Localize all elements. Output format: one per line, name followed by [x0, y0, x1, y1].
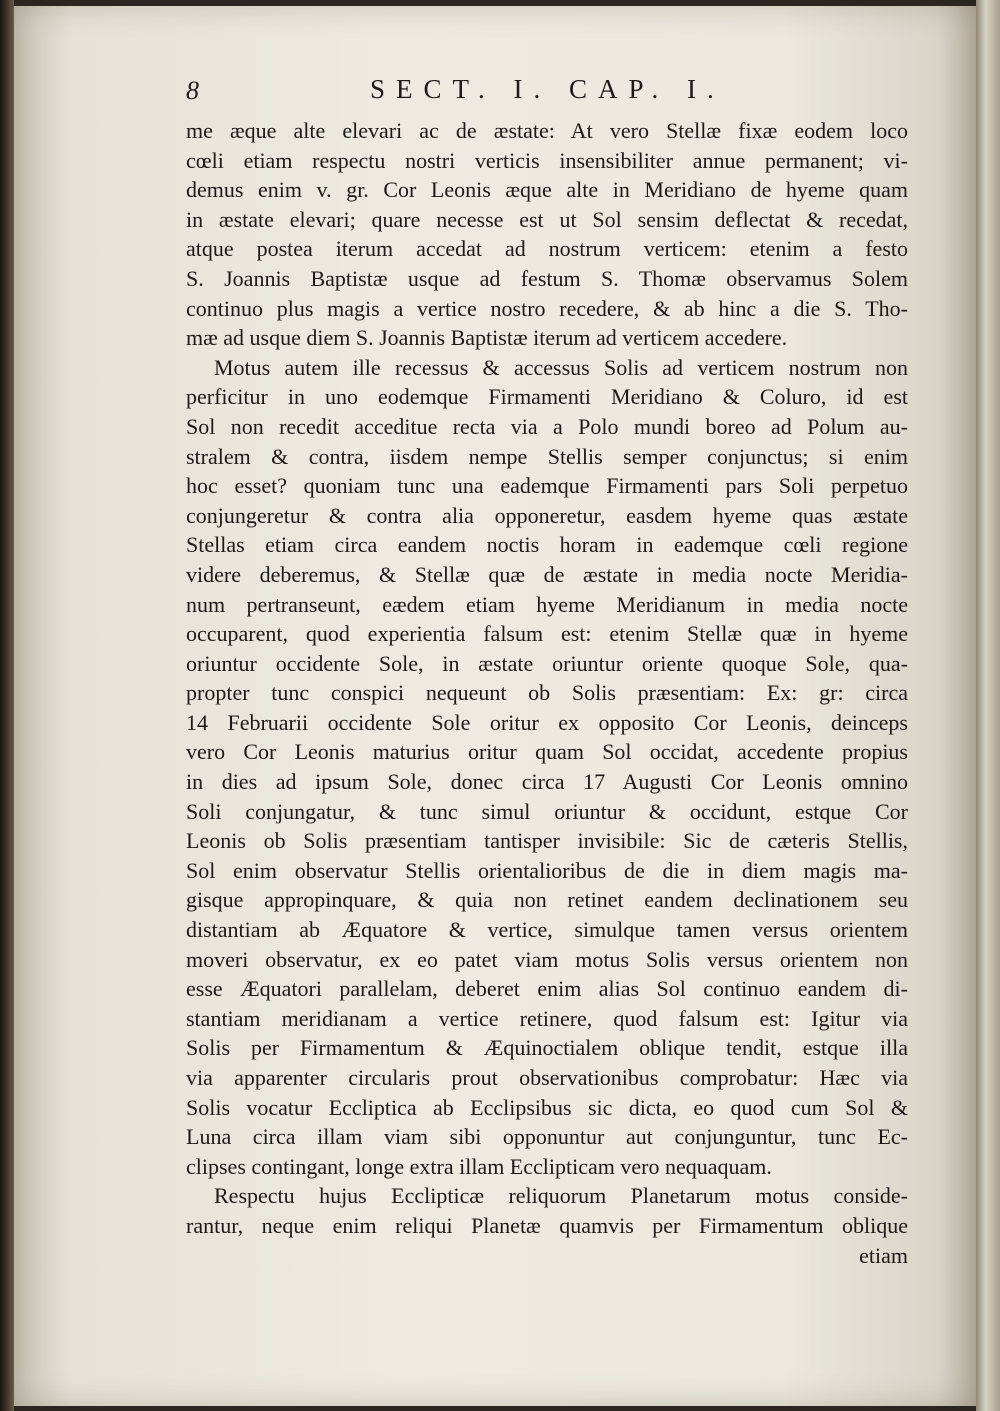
- text-line: Respectu hujus Ecclipticæ reliquorum Planetarum motus conside-: [214, 1183, 908, 1209]
- book-spine: [0, 0, 14, 1411]
- text-line: atque postea iterum accedat ad nostrum verticem: etenim a festo: [186, 236, 908, 262]
- text-line: in dies ad ipsum Sole, donec circa 17 Augusti Cor Leonis omnino: [186, 769, 908, 795]
- text-line: vero Cor Leonis maturius oritur quam Sol occidat, accedente propius: [186, 739, 908, 765]
- catchword: etiam: [859, 1242, 908, 1268]
- text-line: gisque appropinquare, & quia non retinet eandem declinationem seu: [186, 887, 908, 913]
- text-line: stralem & contra, iisdem nempe Stellis semper conjunctus; si enim: [186, 443, 908, 469]
- text-line: 14 Februarii occidente Sole oritur ex opposito Cor Leonis, deinceps: [186, 709, 908, 735]
- text-line: Sol enim observatur Stellis orientalioribus de die in diem magis ma-: [186, 857, 908, 883]
- text-line: mæ ad usque diem S. Joannis Baptistæ iterum ad verticem accedere.: [186, 325, 788, 351]
- page-header: [186, 72, 910, 112]
- text-line: clipses contingant, longe extra illam Ecclipticam vero nequaquam.: [186, 1153, 772, 1179]
- text-line: propter tunc conspici nequeunt ob Solis præsentiam: Ex: gr: circa: [186, 680, 908, 706]
- text-line: Motus autem ille recessus & accessus Solis ad verticem nostrum non: [214, 354, 908, 380]
- text-line: hoc esset? quoniam tunc una eademque Firmamenti pars Soli perpetuo: [186, 473, 908, 499]
- text-line: me æque alte elevari ac de æstate: At vero Stellæ fixæ eodem loco: [186, 118, 908, 143]
- text-line: Soli conjungatur, & tunc simul oriuntur & occidunt, estque Cor: [186, 798, 908, 824]
- text-line: esse Æquatori parallelam, deberet enim alias Sol continuo eandem di-: [186, 976, 908, 1002]
- text-line: Stellas etiam circa eandem noctis horam in eademque cœli regione: [186, 532, 908, 558]
- page-number: 8: [186, 76, 199, 105]
- running-head: SECT. I. CAP. I.: [370, 74, 725, 104]
- page-edge: [976, 0, 1000, 1411]
- text-line: occuparent, quod experientia falsum est: etenim Stellæ quæ in hyeme: [186, 621, 908, 647]
- text-line: in æstate elevari; quare necesse est ut Sol sensim deflectat & recedat,: [186, 206, 908, 232]
- text-line: rantur, neque enim reliqui Planetæ quamvis per Firmamentum oblique: [186, 1212, 908, 1238]
- text-line: via apparenter circularis prout observationibus comprobatur: Hæc via: [186, 1065, 908, 1090]
- text-line: demus enim v. gr. Cor Leonis æque alte in Meridiano de hyeme quam: [186, 177, 908, 203]
- text-line: num pertranseunt, eædem etiam hyeme Meridianum in media nocte: [186, 591, 908, 617]
- text-line: Luna circa illam viam sibi opponuntur aut conjunguntur, tunc Ec-: [186, 1124, 908, 1150]
- text-line: Leonis ob Solis præsentiam tantisper invisibile: Sic de cæteris Stellis,: [186, 828, 908, 854]
- text-line: conjungeretur & contra alia opponeretur, easdem hyeme quas æstate: [186, 502, 908, 528]
- text-line: continuo plus magis a vertice nostro recedere, & ab hinc a die S. Tho-: [186, 295, 908, 321]
- text-line: Solis per Firmamentum & Æquinoctialem oblique tendit, estque illa: [186, 1035, 908, 1061]
- text-line: stantiam meridianam a vertice retinere, quod falsum est: Igitur via: [186, 1005, 908, 1031]
- text-line: distantiam ab Æquatore & vertice, simulque tamen versus orientem: [186, 917, 908, 943]
- body-text: [186, 116, 908, 1270]
- text-line: S. Joannis Baptistæ usque ad festum S. Thomæ observamus Solem: [186, 265, 908, 291]
- text-line: moveri observatur, ex eo patet viam motus Solis versus orientem non: [186, 946, 908, 972]
- text-line: oriuntur occidente Sole, in æstate oriuntur oriente quoque Sole, qua-: [186, 650, 908, 676]
- text-line: perficitur in uno eodemque Firmamenti Meridiano & Coluro, id est: [186, 384, 908, 410]
- text-line: cœli etiam respectu nostri verticis insensibiliter annue permanent; vi-: [186, 147, 908, 173]
- text-line: Solis vocatur Ecclipticа ab Ecclipsibus sic dicta, eo quod cum Sol &: [186, 1094, 908, 1120]
- text-line: Sol non recedit acceditue recta via a Polo mundi boreo ad Polum au-: [186, 413, 908, 439]
- text-line: videre deberemus, & Stellæ quæ de æstate in media nocte Meridia-: [186, 561, 908, 587]
